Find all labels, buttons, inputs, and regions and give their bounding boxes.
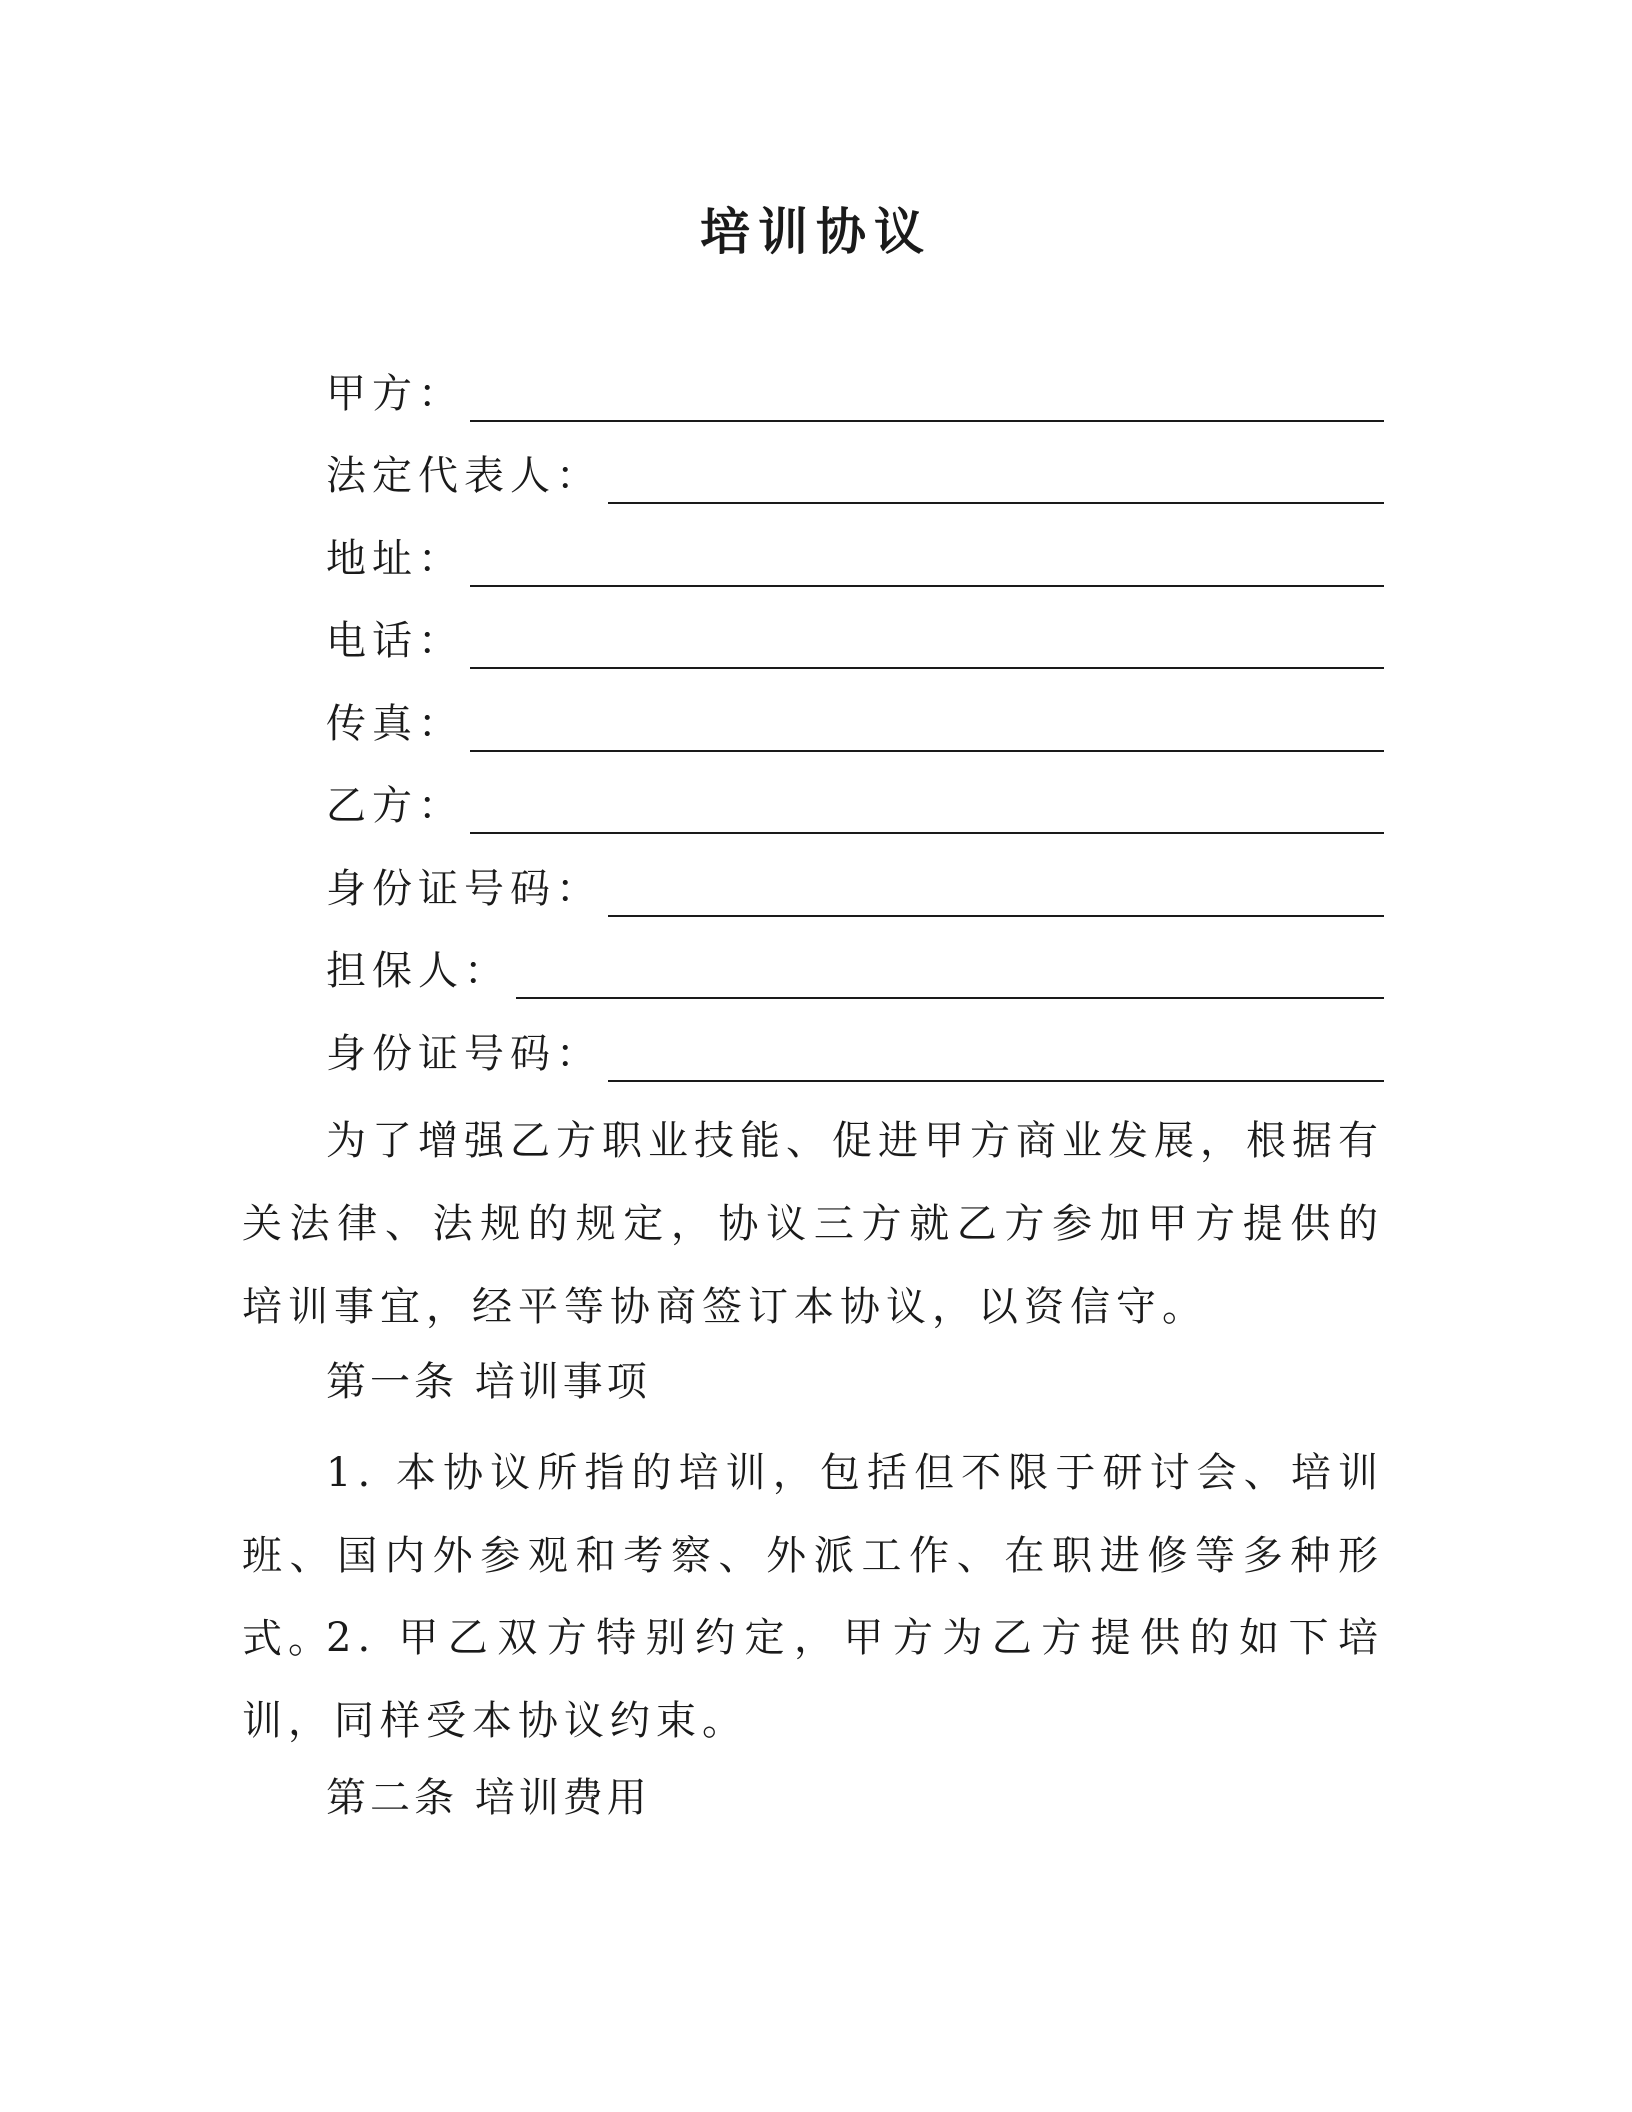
legal-representative-label: 法定代表人： — [326, 453, 602, 499]
guarantor-label: 担保人： — [326, 948, 510, 994]
party-b-label: 乙方： — [326, 783, 464, 829]
guarantor-blank-line[interactable] — [516, 953, 1384, 999]
guarantor-id-label: 身份证号码： — [326, 1031, 602, 1077]
party-a-field — [326, 362, 1384, 422]
document-title: 培训协议 — [700, 203, 932, 261]
legal-representative-field — [326, 444, 1384, 504]
article-1-item-1: 1. 本协议所指的培训，包括但不限于研讨会、培训班、国内外参观和考察、外派工作、在职进修等多种形式。 — [242, 1450, 1384, 1662]
address-field — [326, 527, 1384, 587]
party-a-label: 甲方： — [326, 371, 464, 417]
phone-blank-line[interactable] — [470, 623, 1384, 669]
address-blank-line[interactable] — [470, 541, 1384, 587]
guarantor-field — [326, 939, 1384, 999]
intro-paragraph: 为了增强乙方职业技能、促进甲方商业发展，根据有关法律、法规的规定，协议三方就乙方参加甲方提供的培训事宜，经平等协商签订本协议，以资信守。 — [242, 1118, 1384, 1330]
party-b-blank-line[interactable] — [470, 788, 1384, 834]
party-b-id-blank-line[interactable] — [608, 871, 1384, 917]
article-1-heading: 第一条 培训事项 — [326, 1359, 651, 1405]
address-label: 地址： — [326, 536, 464, 582]
legal-representative-blank-line[interactable] — [608, 458, 1384, 504]
guarantor-id-field — [326, 1022, 1384, 1082]
party-b-id-field — [326, 857, 1384, 917]
article-2-heading: 第二条 培训费用 — [326, 1775, 651, 1821]
party-b-id-label: 身份证号码： — [326, 866, 602, 912]
party-b-field — [326, 774, 1384, 834]
party-a-blank-line[interactable] — [470, 376, 1384, 422]
phone-field — [326, 609, 1384, 669]
fax-blank-line[interactable] — [470, 706, 1384, 752]
phone-label: 电话： — [326, 618, 464, 664]
guarantor-id-blank-line[interactable] — [608, 1036, 1384, 1082]
fax-field — [326, 692, 1384, 752]
fax-label: 传真： — [326, 701, 464, 747]
article-1-item-2: 2. 甲乙双方特别约定，甲方为乙方提供的如下培训，同样受本协议约束。 — [242, 1615, 1384, 1744]
